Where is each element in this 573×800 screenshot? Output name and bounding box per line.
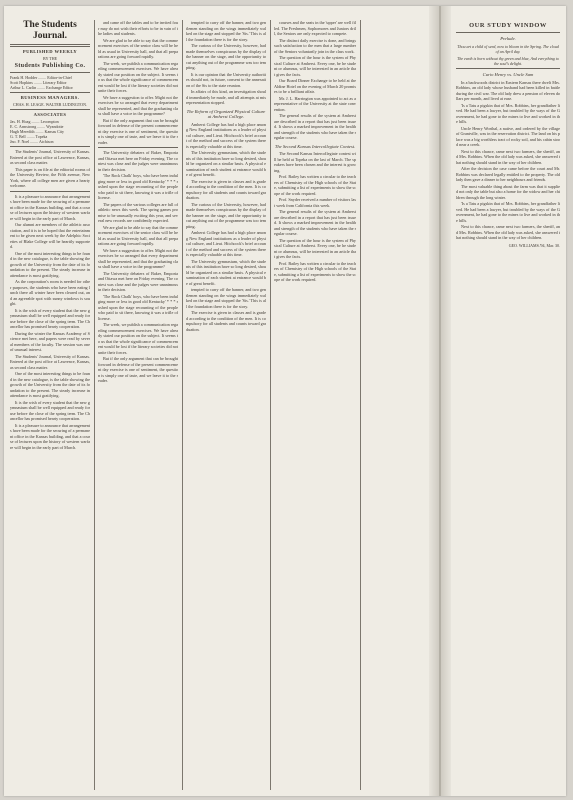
paragraph: The general results of the system at Amherst are described in a report that has just been issued. It shows a marked improvement in the health and strength of the students who have taken the regular course. — [274, 113, 356, 140]
masthead-rule — [10, 44, 90, 47]
paragraph: Prof. Bailey has written a circular to the teachers of Chemistry of the High schools of the State, submitting a list of experiments to show the scope of the work required. — [274, 260, 356, 282]
column-2 — [98, 20, 178, 790]
paragraph: The week, we publish a communication regarding commencement exercises. We have already stated our position on the subject. It seems to us that the whole significance of commencement would be lost if the literary societies did not unite their forces. — [98, 60, 178, 93]
paragraph: The Students' Journal, University of Kansas. Entered at the post office at Lawrence, Kansas, as second class matter. — [10, 149, 90, 165]
paragraph: Uncle Henry Worthal, a native, and ordered by the village of Grantville, was in the reservation district. The land on his place was a big worthless tract of rocky soil, and his cabin stood near a creek. — [456, 125, 560, 148]
paragraph: It is a pleasure to announce that arrangements have been made for the securing of a permanent office in the Kansas building, and that a course of lectures upon the history of western warfare will begin in the early part of March. — [10, 422, 90, 450]
paragraph: Our alumni are members of the athletic association, and it is to be hoped that the entertainment to be given next week by the Adelphic Societies of Blake College will be heartily supported. — [10, 222, 90, 249]
newspaper-page — [4, 6, 566, 796]
paragraph: The question of the hour is the system of Physical Culture at Amherst. Every one, be he student or alumnus, will be interested in an article that gives the facts. — [274, 237, 356, 259]
divider — [10, 146, 90, 147]
paragraph: Mr. J. L. Harrington was appointed to act as a representative of the University at the state convention. — [274, 95, 356, 112]
paragraph: 'Is a Tatu a pigskin that of Mrs. Robbins, her grandfather lived. He had been a lawyer, but troubled by the ways of the Government, he had gone to the mines to live and worked in the hills. — [456, 201, 560, 223]
story-heading: Curio Henry vs. Uncle Sam — [482, 72, 534, 78]
paragraph: One of the most interesting things to be found in the new catalogue, is the table showing the growth of the University from the date of its foundation to the present. The steady increase in attendance is most gratifying. — [10, 371, 90, 398]
paragraph: The question of the hour is the system of Physical Culture at Amherst. Every one, be he student or alumnus, will be interested in an article that gives the facts. — [274, 55, 356, 77]
paragraph: In affairs of this kind, an investigation should immediately be made, and all attempts at misrepresentation stopped. — [186, 89, 266, 105]
editor-line: Scott Hopkins ........ Literary Editor — [10, 80, 67, 85]
paragraph: Prof. Snyder received a number of visitors last week from California this week. — [274, 197, 356, 208]
paragraph: The University gymnasium, which the students of this institution have so long desired, should be organized on a similar basis. A physical examination of each student at entrance would be of great benefit. — [186, 258, 266, 286]
paragraph: In a backwoods district in Eastern Kansas there dwelt Mrs. Robbins, an old lady whose husband had been killed in battle during the civil war. The old lady drew a pension of eleven dollars per month, and lived at ease. — [456, 79, 560, 102]
column-1 — [10, 20, 90, 790]
column-3 — [186, 20, 266, 790]
paragraph: But if the only argument that can be brought forward in defense of the present commencement day exercise is one of sentiment, the question is simply one of taste, and we leave it to the reader. — [98, 117, 178, 145]
paragraph: This paper is on file at the editorial rooms of the University Review, the Fifth avenue, New York, where all college men are given a hearty welcome. — [10, 166, 90, 188]
divider — [10, 92, 90, 93]
paragraph: 'Is a Tatu a pigskin that of Mrs. Robbins, her grandfather lived. He had been a lawyer, but troubled by the ways of the Government, he had gone to the mines to live and worked in the hills. — [456, 102, 560, 125]
paragraph: The Students' Journal, University of Kansas. Entered at the post office at Lawrence, Kansas, as second class matter. — [10, 353, 90, 370]
paragraph: We are glad to be able to say that the commencement exercises of the senior class will be held as usual in University hall, and that all preparations are going forward rapidly. — [98, 224, 178, 246]
column-rule — [360, 20, 361, 790]
paragraph: The exercise is given in classes and is graded according to the condition of the men. It is compulsory for all students and counts toward graduation. — [186, 178, 266, 200]
business-managers-names: CHAS. H. LEAGE. WALTER LUDINGTON. — [13, 102, 87, 107]
column-4 — [274, 20, 356, 790]
section-title: OUR STUDY WINDOW — [469, 22, 547, 29]
paragraph: One of the most interesting things to be found in the new catalogue, is the table showing the growth of the University from the date of its foundation to the present. The steady increase in attendance is most gratifying. — [10, 250, 90, 278]
paragraph: We are glad to be able to say that the commencement exercises of the senior class will be held as usual in University hall, and that all preparations are going forward rapidly. — [98, 37, 178, 59]
paragraph: The curious of the University, however, had made themselves conspicuous by the display of the banner on the stage, and the opportunity to cut anything out of the programme was too tempting. — [186, 201, 266, 229]
publisher-by-line: BY THE — [42, 56, 58, 61]
paragraph: The week, we publish a communication regarding commencement exercises. We have already stated our position on the subject. It seems to us that the whole significance of commencement would be lost if the literary societies did not unite their forces. — [98, 322, 178, 355]
paragraph: It is a pleasure to announce that arrangements have been made for the securing of a permanent office in the Kansas building, and that a course of lectures upon the history of western warfare will begin in the early part of March. — [10, 193, 90, 221]
poem-stanza: The earth is born without thy green and blue, And everything to the soul's delight. — [457, 55, 559, 67]
column-rule — [182, 20, 183, 790]
paragraph: It is our opinion that the University authorities should not, in future, consent to the annexation of the Sis to the state reunion. — [186, 71, 266, 88]
editors-list — [10, 75, 90, 90]
paragraph: The University gymnasium, which the students of this institution have so long desired, should be organized on a similar basis. A physical examination of each student at entrance would be of great benefit. — [186, 150, 266, 177]
paragraph: Next to this chance, came next two farmers, the sheriff, and Mrs. Robbins. When the old lady was asked, she answered that nothing should stand in the way of her children. — [456, 148, 560, 165]
paragraph: The University debaters of Baker, Emporia and Ottawa met here on Friday evening. The contest was close and the judges were unanimous in their decision. — [98, 270, 178, 292]
associates-heading: ASSOCIATES — [33, 112, 67, 117]
paragraph: The general results of the system at Amherst are described in a report that has just been issued. It shows a marked improvement in the health and strength of the students who have taken the regular course. — [274, 209, 356, 236]
masthead-title: The Students Journal. — [23, 20, 77, 41]
paragraph: tempted to carry off the banner, and two gentlemen standing on the wings immediately walked on the stage and stopped the 'Sis.' This is all the foundation there is for the story. — [186, 287, 266, 309]
editor-line: Arthur L. Carlin ........ Exchange Editor — [10, 85, 73, 90]
paragraph: The papers of the various colleges are full of athletic news this week. The spring games promise to be unusually exciting this year, and several new records are confidently expected. — [98, 201, 178, 223]
paragraph: We have a suggestion to offer. Might not the exercises be so arranged that every department shall be represented, and that the graduating class shall have a voice in the programme? — [98, 94, 178, 116]
paragraph: The Second Kansas Intercollegiate contest will be held at Topeka on the last of March. The speakers have been chosen and the interest is growing. — [274, 151, 356, 173]
author-signature: GEO. WILLIAMS.'94, Mar. 30. — [508, 242, 560, 248]
paragraph: The exercise is given in classes and is graded according to the condition of the men. It is compulsory for all students and counts toward graduation. — [186, 310, 266, 332]
page-gutter — [429, 6, 451, 796]
paragraph: But if the only argument that can be brought forward in defense of the present commencement day exercise is one of sentiment, the question is simply one of taste, and we leave it to the reader. — [98, 356, 178, 383]
paragraph: It is the wish of every student that the new gymnasium shall be well equipped and ready for use before the close of the spring term. The Chancellor has promised hearty cooperation. — [10, 307, 90, 329]
paragraph: 'The Rock Chalk' boys, who have been indulging more or less in good old Kentucky' * * * rushed upon the stage recounting of the people who paid to sit there, knowing it was a trifle of license. — [98, 293, 178, 321]
divider — [10, 191, 90, 192]
paragraph: We have a suggestion to offer. Might not the exercises be so arranged that every department shall be represented, and that the graduating class shall have a voice in the programme? — [98, 247, 178, 269]
paragraph: The distinct daily exercise is done, and brings such satisfaction to the men that a large number of the Seniors voluntarily join in the class work. — [274, 37, 356, 54]
paragraph: The University debaters of Baker, Emporia and Ottawa met here on Friday evening. The contest was close and the judges were unanimous in their decision. — [98, 150, 178, 172]
associate-line: Jno. F. Noel ........ Atchison — [10, 139, 54, 144]
paragraph: Prof. Bailey has written a circular to the teachers of Chemistry of the High schools of the State, submitting a list of experiments to show the scope of the work required. — [274, 174, 356, 196]
column-rule — [94, 20, 95, 790]
divider — [456, 32, 560, 33]
poem-stanza: Thou art a child of seed, now to bloom in the Spring. The cloud of an April day. — [457, 43, 559, 54]
paragraph: tempted to carry off the banner, and two gentlemen standing on the wings immediately walked on the stage and stopped the 'Sis.' This is all the foundation there is for the story. — [186, 20, 266, 42]
paragraph: It is the wish of every student that the new gymnasium shall be well equipped and ready for use before the close of the spring term. The Chancellor has promised hearty cooperation. — [10, 399, 90, 421]
paragraph: Our Board Dinner Exchange to be held at the Aldine Hotel on the evening of March 20 promises to be a brilliant affair. — [274, 78, 356, 94]
section-heading: The Second Kansas Intercollegiate Contest. — [274, 143, 356, 149]
column-rule — [270, 20, 271, 790]
poem-heading: Prelude. — [500, 36, 516, 41]
associate-line: Hugh Meredith ........ Kansas City — [10, 129, 64, 134]
editor-line: Frank H. Hodder ........ Editor-in-Chief — [10, 75, 72, 80]
paragraph: Amherst College has had a high place among New England institutions as a leader of physical culture, and Lieut. Hitchcock's brief account of the method and success of the system there is especially valuable at this time. — [186, 121, 266, 149]
paragraph: Next to this chance, came next two farmers, the sheriff, and Mrs. Robbins. When the old lady was asked, she answered that nothing should stand in the way of her children. — [456, 224, 560, 241]
divider — [10, 72, 90, 73]
publisher-name: Students Publishing Co. — [14, 63, 86, 69]
associates-list — [10, 119, 90, 144]
paragraph: The curious of the University, however, had made themselves conspicuous by the display of the banner on the stage, and the opportunity to cut anything out of the programme was too tempting. — [186, 43, 266, 70]
paragraph: 'The Rock Chalk' boys, who have been indulging more or less in good old Kentucky' * * * rushed upon the stage recounting of the people who paid to sit there, knowing it was a trifle of license. — [98, 173, 178, 200]
divider — [456, 68, 560, 69]
paragraph: After the decision the case came before the court and Mr. Robbins was declared legally entitled to the property. The old lady then gave a dinner to her neighbours and friends. — [456, 166, 560, 183]
associate-line: E. C. Armstrong ........ Wyandotte — [10, 124, 64, 129]
paragraph: Amherst College has had a high place among New England institutions as a leader of physical culture, and Lieut. Hitchcock's brief account of the method and success of the system there is especially valuable at this time. — [186, 230, 266, 257]
divider — [98, 147, 178, 148]
paragraph: The most valuable thing about the farm was that it supplied not only the table but also a home for the widow and her children through the long winter. — [456, 183, 560, 200]
paragraph: During the winter the Kansas Academy of Science met here, and papers were read by several members of the faculty. The session was one of unusual interest. — [10, 330, 90, 352]
associate-line: Jas. H. Hoag ........ Lecompton — [10, 119, 59, 124]
paragraph: and came off the tables and to be invited four may do not wish their efforts to be in vain of the ladies and students. — [98, 20, 178, 36]
associate-line: G. T. Bell ........ Topeka — [10, 134, 48, 139]
column-5 — [456, 20, 560, 790]
business-managers-heading: BUSINESS MANAGERS. — [20, 95, 80, 100]
paragraph: courses and the seats in the 'upper' are well filled. The Freshmen, Sophomores and Juniors drill, the Seniors are only expected to compete. — [274, 20, 356, 36]
divider — [10, 109, 90, 110]
section-heading: The Reform of Organized Physical Culture at Amherst College. — [186, 108, 266, 119]
paragraph: As the corporation's room is needed for other purposes, the students who have been eating lunch there all winter have been cleared out, and an agreeable spot with sunny windows is sought. — [10, 279, 90, 306]
publication-frequency: PUBLISHED WEEKLY — [22, 49, 78, 54]
